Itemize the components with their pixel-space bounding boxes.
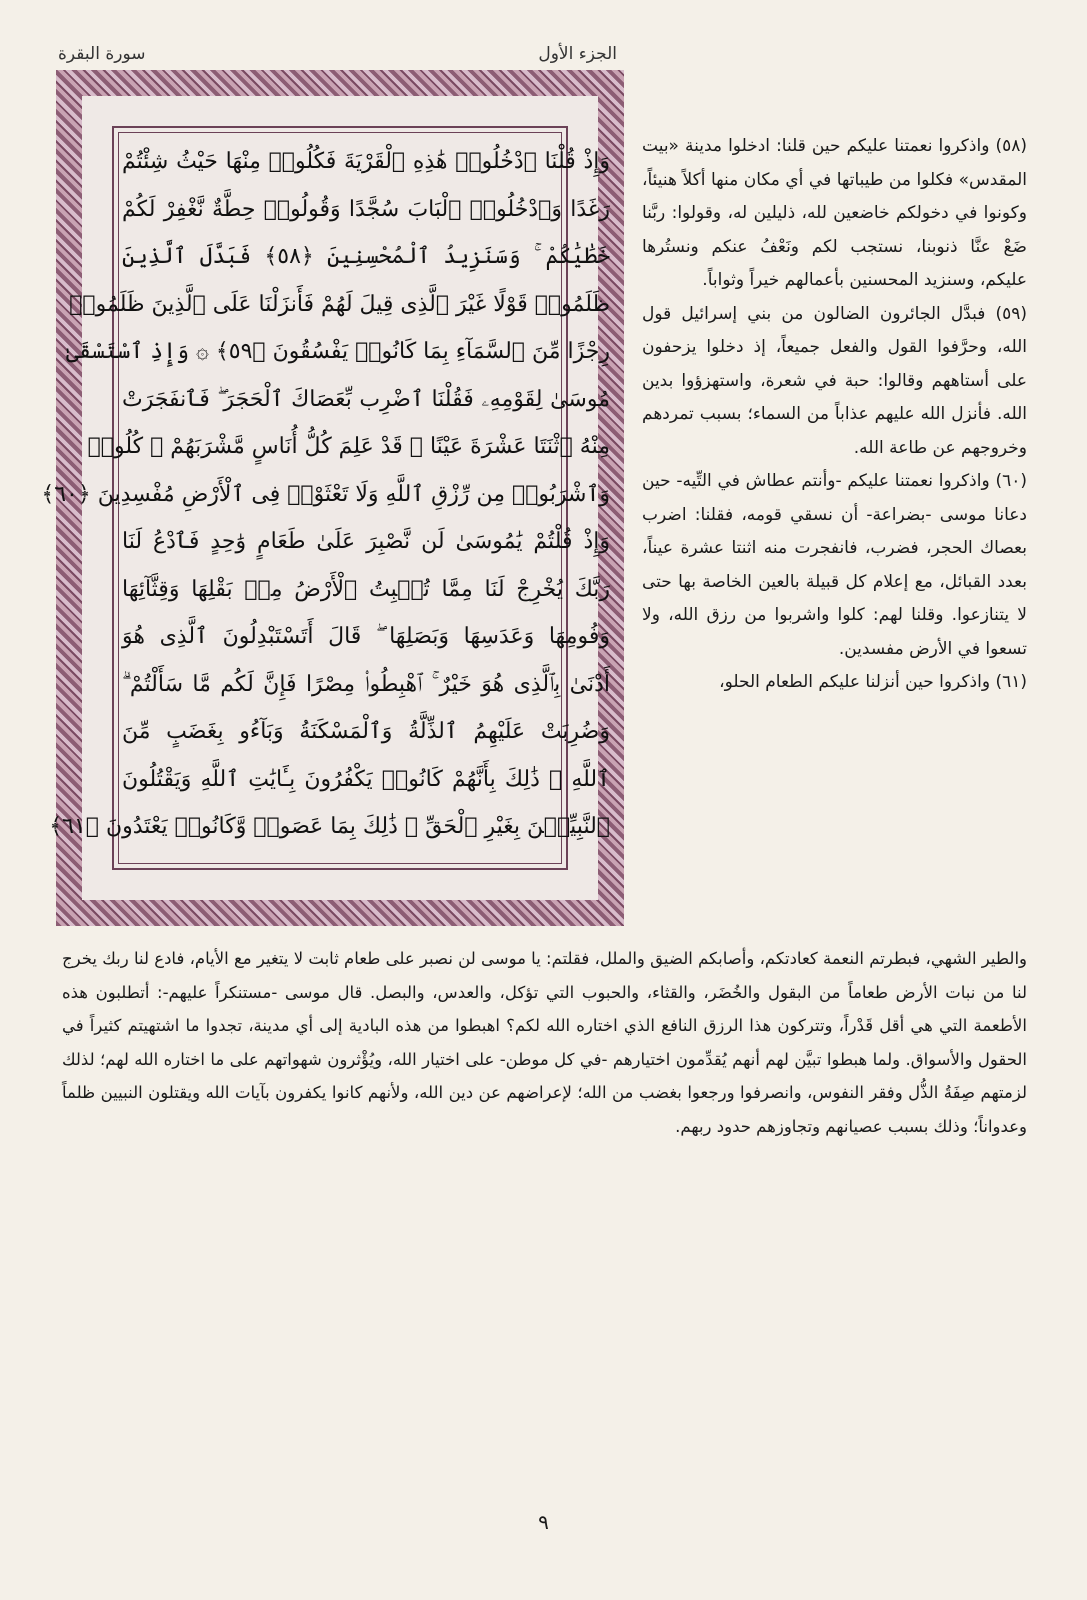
quran-line: مِنْهُ ٱثْنَتَا عَشْرَةَ عَيْنًا ۖ قَدْ عَلِمَ كُلُّ أُنَاسٍ مَّشْرَبَهُمْ ۖ كُلُوا۟ [87,434,610,459]
quran-line: وَٱشْرَبُوا۟ مِن رِّزْقِ ٱللَّهِ وَلَا تَعْثَوْا۟ فِى ٱلْأَرْضِ مُفْسِدِينَ ﴿٦٠﴾ [41,481,610,507]
tafsir-full-width [62,942,1027,1143]
quran-line: وَإِذْ قُلْتُمْ يَٰمُوسَىٰ لَن نَّصْبِرَ عَلَىٰ طَعَامٍ وَٰحِدٍ فَٱدْعُ لَنَا [122,529,610,554]
quran-line: وَفُومِهَا وَعَدَسِهَا وَبَصَلِهَا ۖ قَالَ أَتَسْتَبْدِلُونَ ٱلَّذِى هُوَ [122,624,610,649]
tafsir-paragraph-60: (٦٠) واذكروا نعمتنا عليكم -وأنتم عطاش في التِّيه- حين دعانا موسى -بضراعة- أن نسقي قومه، فقلنا: اضرب بعصاك الحجر، فضرب، فانفجرت منه اثنتا عشرة عيناً، بعدد القبائل، مع إعلام كل قبيلة بالعين الخاصة بها حتى لا يتنازعوا. وقلنا لهم: كلوا واشربوا من رزق الله، ولا تسعوا في الأرض مفسدين. [642,471,1027,659]
tafsir-paragraph-61-start: (٦١) واذكروا حين أنزلنا عليكم الطعام الحلو، [719,672,1027,692]
quran-line: رَغَدًا وَٱدْخُلُوا۟ ٱلْبَابَ سُجَّدًا وَقُولُوا۟ حِطَّةٌ نَّغْفِرْ لَكُمْ [122,196,610,222]
quran-line: رَبَّكَ يُخْرِجْ لَنَا مِمَّا تُنۢبِتُ ٱلْأَرْضُ مِنۢ بَقْلِهَا وَقِثَّآئِهَا [122,576,610,602]
quran-line: ٱللَّهِ ۗ ذَٰلِكَ بِأَنَّهُمْ كَانُوا۟ يَكْفُرُونَ بِـَٔايَٰتِ ٱللَّهِ وَيَقْتُلُونَ [122,766,610,792]
quran-text [41,138,610,910]
page-number: ٩ [538,1510,549,1534]
quran-line: وَضُرِبَتْ عَلَيْهِمُ ٱلذِّلَّةُ وَٱلْمَسْكَنَةُ وَبَآءُو بِغَضَبٍ مِّنَ [122,719,610,744]
quran-frame [41,70,624,926]
quran-line: أَدْنَىٰ بِٱلَّذِى هُوَ خَيْرٌ ۚ ٱهْبِطُوا۟ مِصْرًا فَإِنَّ لَكُم مَّا سَأَلْتُمْ ۗ [122,671,610,697]
juz-header: الجزء الأول [538,44,617,64]
quran-line: ظَلَمُوا۟ قَوْلًا غَيْرَ ٱلَّذِى قِيلَ لَهُمْ فَأَنزَلْنَا عَلَى ٱلَّذِينَ ظَلَمُوا۟ [69,291,610,317]
quran-line: ٱلنَّبِيِّـۧنَ بِغَيْرِ ٱلْحَقِّ ۗ ذَٰلِكَ بِمَا عَصَوا۟ وَّكَانُوا۟ يَعْتَدُونَ ﴿٦١﴾ [49,814,610,839]
tafsir-paragraph-61-cont: والطير الشهي، فبطرتم النعمة كعادتكم، وأصابكم الضيق والملل، فقلتم: يا موسى لن نصبر على طعام ثابت لا يتغير مع الأيام، فادع لنا ربك يخرج لنا من نبات الأرض طعاماً من البقول والخُضَر، والقثاء، والحبوب التي تؤكل، والعدس، والبصل. قال موسى -مستنكراً عليهم-: أتطلبون هذه الأطعمة التي هي أقل قَدْراً، وتتركون هذا الرزق النافع الذي اختاره الله لكم؟ اهبطوا من هذه البادية إلى أي مدينة، تجدوا ما اشتهيتم كثيراً في الحقول والأسواق. ولما هبطوا تبيَّن لهم أنهم يُقدِّمون اختيارهم -في كل موطن- على اختيار الله، ويُؤْثرون شهواتهم على ما اختاره الله لهم؛ لذلك لزمتهم صِفَةُ الذُّل وفقر النفوس، وانصرفوا ورجعوا بغضب من الله؛ لإعراضهم عن دين الله، ولأنهم كانوا يكفرون بآيات الله ويقتلون النبيين ظلماً وعدواناً؛ وذلك بسبب عصيانهم وتجاوزهم حدود ربهم. [62,949,1027,1136]
tafsir-paragraph-58: (٥٨) واذكروا نعمتنا عليكم حين قلنا: ادخلوا مدينة «بيت المقدس» فكلوا من طيباتها في أي مكان منها أكلاً هنيئاً، وكونوا في دخولكم خاضعين لله، ذليلين له، وقولوا: ربَّنا ضَعْ عنَّا ذنوبنا، نستجب لكم ونَعْفُ عنكم ونستُرها عليكم، وسنزيد المحسنين بأعمالهم خيراً وثواباً. [642,136,1027,290]
quran-line: مُوسَىٰ لِقَوْمِهِۦ فَقُلْنَا ٱضْرِب بِّعَصَاكَ ٱلْحَجَرَ ۖ فَٱنفَجَرَتْ [122,386,610,412]
surah-header: سورة البقرة [58,44,146,64]
tafsir-column [642,130,1027,700]
quran-line: رِجْزًا مِّنَ ٱلسَّمَآءِ بِمَا كَانُوا۟ يَفْسُقُونَ ﴿٥٩﴾ ۞ وَإِذِ ٱسْتَسْقَىٰ [65,339,610,364]
quran-line: وَإِذْ قُلْنَا ٱدْخُلُوا۟ هَٰذِهِ ٱلْقَرْيَةَ فَكُلُوا۟ مِنْهَا حَيْثُ شِئْتُمْ [122,149,610,174]
tafsir-paragraph-59: (٥٩) فبدَّل الجائرون الضالون من بني إسرائيل قول الله، وحرَّفوا القول والفعل جميعاً، إذ دخلوا يزحفون على أستاههم وقالوا: حبة في شعرة، واستهزؤوا بدين الله. فأنزل الله عليهم عذاباً من السماء؛ بسبب تمردهم وخروجهم عن طاعة الله. [642,303,1027,458]
quran-line: خَطَٰيَٰكُمْ ۚ وَسَنَزِيدُ ٱلْمُحْسِنِينَ ﴿٥٨﴾ فَبَدَّلَ ٱلَّذِينَ [122,244,610,269]
